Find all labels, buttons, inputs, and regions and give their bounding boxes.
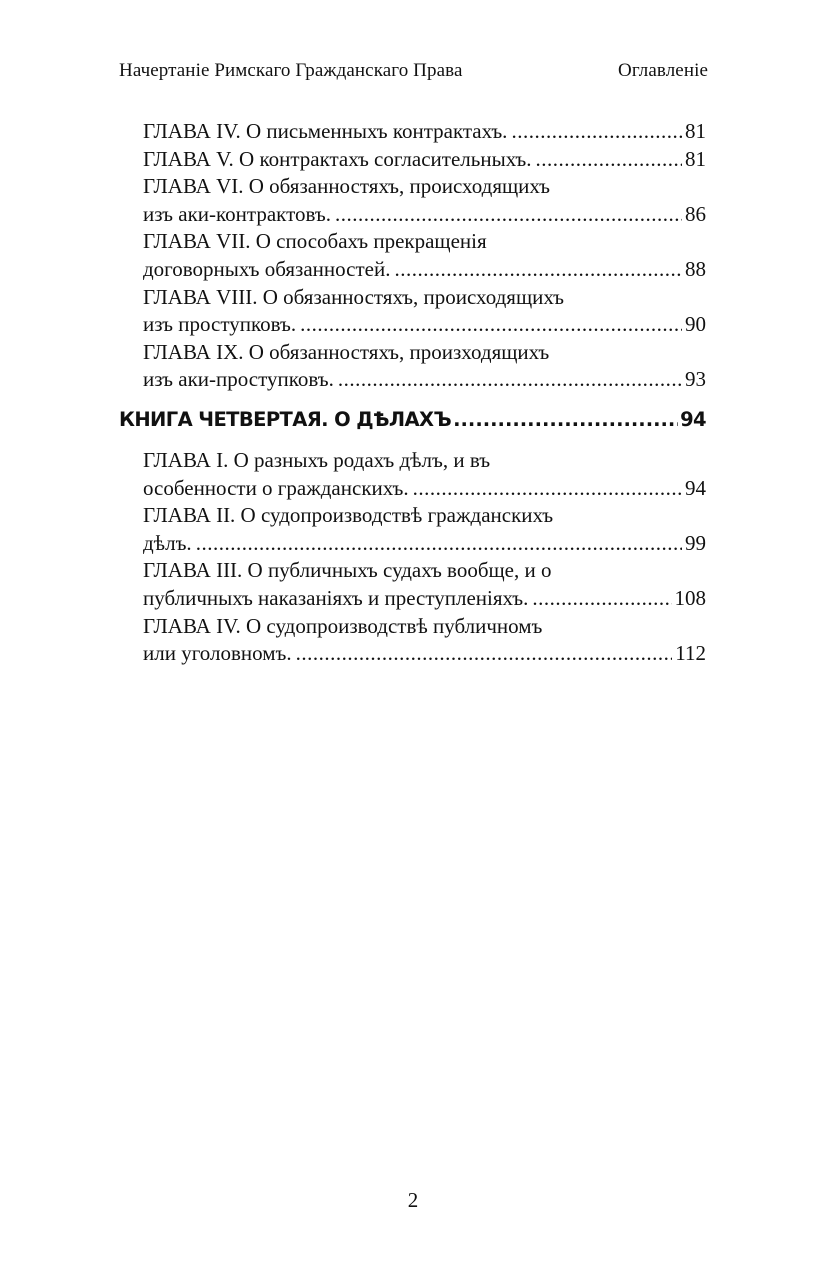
toc-chapter-entry[interactable] xyxy=(119,284,706,339)
toc-chapter-entry[interactable] xyxy=(119,502,706,557)
toc-chapter-title-line: ГЛАВА IV. О судопроизводствѣ публичномъ xyxy=(143,613,543,638)
toc-leader-dots xyxy=(532,585,671,613)
toc-chapter-title-line: договорныхъ обязанностей. xyxy=(143,256,391,281)
toc-chapter-title-line: особенности о гражданскихъ. xyxy=(143,475,409,500)
toc-leader-dots xyxy=(394,256,682,284)
toc-page-number: 94 xyxy=(685,475,706,500)
toc-book-entry[interactable] xyxy=(119,406,706,433)
toc-chapter-entry[interactable] xyxy=(119,118,706,146)
page-number: 2 xyxy=(407,1188,419,1212)
header-book-title: Начертаніе Римскаго Гражданскаго Права xyxy=(119,60,463,81)
toc-chapter-entry[interactable] xyxy=(119,339,706,394)
toc-chapter-title-line: изъ аки-проступковъ. xyxy=(143,367,334,392)
toc-chapter-title-line: ГЛАВА VIII. О обязанностяхъ, происходящихъ xyxy=(143,284,564,309)
toc-leader-dots xyxy=(536,146,683,174)
toc-chapter-entry[interactable] xyxy=(119,173,706,228)
toc-book-title: КНИГА ЧЕТВЕРТАЯ. О ДѢЛАХЪ xyxy=(119,407,452,431)
toc-page-number: 93 xyxy=(685,367,706,392)
toc-chapter-list-before xyxy=(119,118,706,394)
toc-leader-dots xyxy=(413,475,682,503)
toc-chapter-title-line: ГЛАВА II. О судопроизводствѣ гражданскихъ xyxy=(143,503,554,528)
toc-chapter-title-line: ГЛАВА VII. О способахъ прекращенія xyxy=(143,229,487,254)
header-section-title: Оглавленіе xyxy=(618,60,708,81)
toc-chapter-entry[interactable] xyxy=(119,228,706,283)
running-header xyxy=(119,60,708,88)
table-of-contents xyxy=(119,118,706,668)
toc-chapter-title-line: изъ проступковъ. xyxy=(143,312,297,337)
toc-leader-dots xyxy=(335,201,682,229)
toc-chapter-entry[interactable] xyxy=(119,557,706,612)
toc-leader-dots xyxy=(300,311,682,339)
toc-chapter-list-after xyxy=(119,447,706,668)
toc-page-number: 86 xyxy=(685,201,706,226)
toc-chapter-title-line: ГЛАВА I. О разныхъ родахъ дѣлъ, и въ xyxy=(143,447,491,472)
toc-page-number: 99 xyxy=(685,530,706,555)
toc-leader-dots xyxy=(338,366,682,394)
toc-chapter-entry[interactable] xyxy=(119,613,706,668)
toc-page-number: 81 xyxy=(685,119,706,143)
toc-chapter-title-line: ГЛАВА IV. О письменныхъ контрактахъ. xyxy=(143,119,508,143)
toc-page-number: 90 xyxy=(685,312,706,337)
toc-leader-dots xyxy=(511,118,682,146)
toc-chapter-entry[interactable] xyxy=(119,447,706,502)
toc-chapter-title-line: ГЛАВА VI. О обязанностяхъ, происходящихъ xyxy=(143,174,550,199)
toc-leader-dots xyxy=(453,406,678,433)
toc-page-number: 88 xyxy=(685,256,706,281)
toc-chapter-entry[interactable] xyxy=(119,146,706,174)
toc-chapter-title-line: дѣлъ. xyxy=(143,530,192,555)
toc-chapter-title-line: ГЛАВА IX. О обязанностяхъ, произходящихъ xyxy=(143,339,550,364)
toc-page-number: 108 xyxy=(674,585,706,610)
toc-leader-dots xyxy=(296,640,673,668)
toc-chapter-title-line: или уголовномъ. xyxy=(143,641,292,666)
toc-page-number: 81 xyxy=(685,146,706,171)
toc-chapter-title-line: ГЛАВА III. О публичныхъ судахъ вообще, и о xyxy=(143,558,552,583)
toc-chapter-title-line: ГЛАВА V. О контрактахъ согласительныхъ. xyxy=(143,146,532,171)
toc-leader-dots xyxy=(196,530,682,558)
toc-page-number: 112 xyxy=(675,641,706,666)
toc-book-page-number: 94 xyxy=(680,407,706,431)
toc-chapter-title-line: изъ аки-контрактовъ. xyxy=(143,201,331,226)
toc-chapter-title-line: публичныхъ наказаніяхъ и преступленіяхъ. xyxy=(143,585,529,610)
